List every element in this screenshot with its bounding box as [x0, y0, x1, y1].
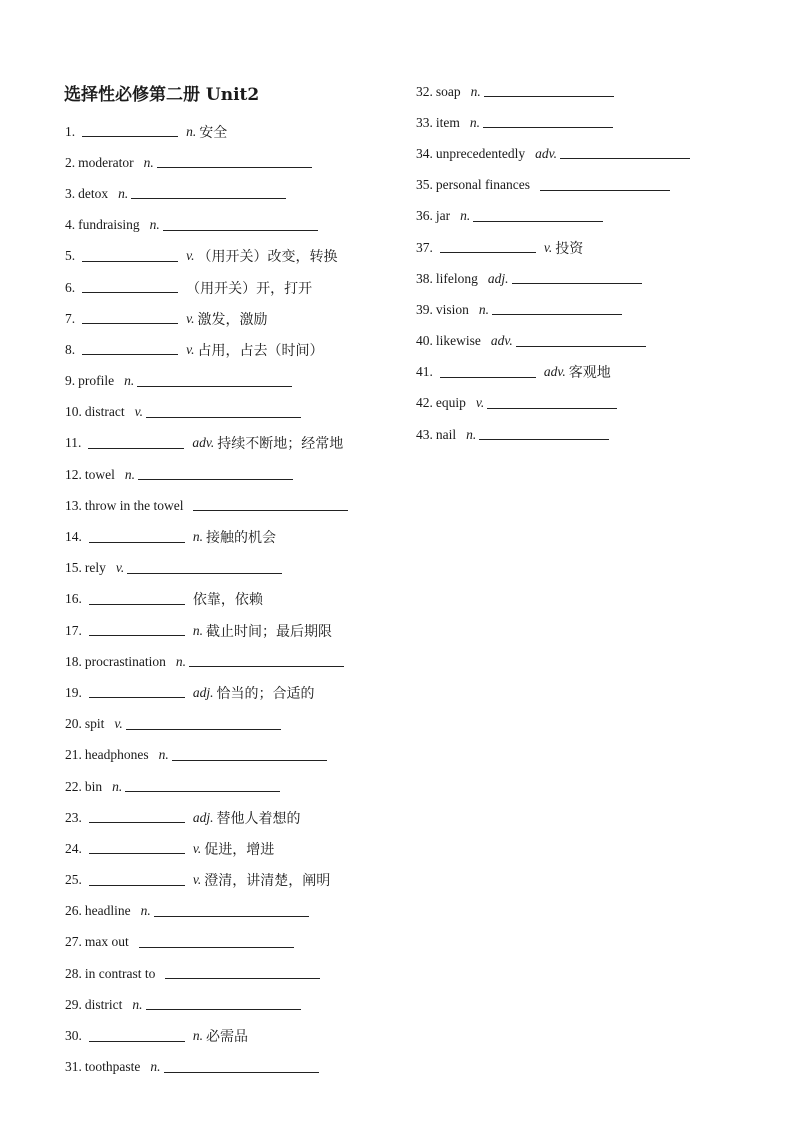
item-number: 3.	[65, 185, 76, 201]
item-number: 23.	[65, 809, 82, 825]
answer-blank[interactable]	[154, 906, 309, 917]
chinese-meaning: 必需品	[206, 1029, 248, 1046]
english-term: in contrast to	[84, 965, 156, 981]
part-of-speech: adj.	[192, 684, 214, 700]
vocab-item	[65, 584, 356, 615]
part-of-speech: v.	[192, 840, 202, 856]
part-of-speech: adj.	[487, 270, 509, 286]
english-term: spit	[84, 716, 105, 732]
vocab-item	[65, 521, 356, 552]
chinese-meaning: 替他人着想的	[216, 810, 301, 827]
english-term: nail	[435, 426, 457, 442]
answer-blank[interactable]	[127, 563, 282, 574]
answer-blank[interactable]	[89, 594, 185, 605]
vocab-item	[65, 865, 356, 896]
vocab-item	[416, 419, 698, 450]
answer-blank[interactable]	[138, 469, 293, 480]
answer-blank[interactable]	[139, 937, 294, 948]
vocab-item	[65, 147, 356, 178]
part-of-speech: v.	[186, 310, 195, 326]
item-number: 28.	[65, 965, 82, 981]
answer-blank[interactable]	[189, 656, 344, 667]
answer-blank[interactable]	[483, 117, 613, 128]
item-number: 27.	[65, 934, 82, 950]
part-of-speech: n.	[150, 1059, 161, 1075]
english-term: personal finances	[435, 177, 530, 193]
vocab-item	[65, 677, 356, 708]
item-number: 36.	[416, 208, 433, 224]
answer-blank[interactable]	[440, 367, 536, 378]
part-of-speech: v.	[543, 239, 553, 255]
vocab-item	[65, 334, 356, 365]
item-number: 16.	[65, 591, 82, 607]
answer-blank[interactable]	[82, 126, 178, 137]
vocab-item	[65, 896, 356, 927]
item-number: 25.	[65, 872, 82, 888]
item-number: 4.	[65, 217, 76, 233]
vocab-item	[65, 958, 356, 989]
part-of-speech: n.	[112, 778, 123, 794]
item-number: 18.	[65, 653, 82, 669]
answer-blank[interactable]	[484, 86, 614, 97]
item-number: 6.	[65, 279, 76, 295]
answer-blank[interactable]	[126, 719, 281, 730]
chinese-meaning: （用开关）开，打开	[186, 280, 313, 297]
item-number: 10.	[65, 404, 82, 420]
chinese-meaning: 截止时间；最后期限	[206, 623, 332, 640]
english-term: procrastination	[84, 653, 166, 669]
answer-blank[interactable]	[82, 282, 178, 293]
part-of-speech: n.	[124, 466, 135, 482]
english-term: lifelong	[435, 270, 478, 286]
item-number: 37.	[416, 239, 433, 255]
part-of-speech: n.	[466, 426, 477, 442]
part-of-speech: n.	[149, 217, 160, 233]
answer-blank[interactable]	[89, 843, 185, 854]
english-term: soap	[435, 83, 461, 99]
chinese-meaning: 激发，激励	[197, 311, 268, 328]
item-number: 31.	[65, 1059, 82, 1075]
chinese-meaning: 客观地	[568, 365, 611, 382]
vocab-column-right	[416, 76, 698, 450]
english-term: towel	[84, 466, 115, 482]
vocab-item	[416, 232, 698, 263]
answer-blank[interactable]	[89, 1031, 185, 1042]
chinese-meaning: 安全	[199, 124, 228, 141]
answer-blank[interactable]	[89, 532, 185, 543]
vocab-item	[65, 740, 356, 771]
answer-blank[interactable]	[89, 625, 185, 636]
english-term: toothpaste	[84, 1059, 141, 1075]
answer-blank[interactable]	[163, 220, 318, 231]
part-of-speech: adj.	[192, 809, 214, 825]
english-term: unprecedentedly	[435, 145, 526, 161]
chinese-meaning: （用开关）改变，转换	[197, 249, 338, 266]
part-of-speech: n.	[118, 185, 129, 201]
item-number: 21.	[65, 747, 82, 763]
part-of-speech: n.	[124, 373, 135, 389]
item-number: 35.	[416, 177, 433, 193]
part-of-speech: n.	[192, 529, 203, 545]
part-of-speech: n.	[469, 114, 480, 130]
item-number: 38.	[416, 270, 433, 286]
chinese-meaning: 依靠，依赖	[192, 592, 263, 609]
vocab-item	[416, 388, 698, 419]
answer-blank[interactable]	[146, 407, 301, 418]
english-term: throw in the towel	[84, 497, 184, 513]
item-number: 29.	[65, 996, 82, 1012]
vocab-item	[65, 178, 356, 209]
worksheet-title: 选择性必修第二册 Unit2	[64, 85, 260, 105]
english-term: headline	[84, 903, 131, 919]
vocab-item	[416, 357, 698, 388]
vocab-item	[65, 366, 356, 397]
part-of-speech: v.	[114, 716, 123, 732]
answer-blank[interactable]	[172, 750, 327, 761]
vocab-item	[65, 989, 356, 1020]
chinese-meaning: 投资	[555, 240, 584, 257]
item-number: 43.	[416, 426, 433, 442]
vocab-item	[65, 210, 356, 241]
vocab-item	[65, 303, 356, 334]
answer-blank[interactable]	[125, 781, 280, 792]
answer-blank[interactable]	[89, 812, 185, 823]
chinese-meaning: 恰当的；合适的	[216, 685, 315, 702]
item-number: 33.	[416, 114, 433, 130]
chinese-meaning: 促进，增进	[204, 841, 275, 858]
part-of-speech: v.	[186, 248, 195, 264]
part-of-speech: n.	[140, 903, 151, 919]
vocab-item	[416, 201, 698, 232]
item-number: 8.	[65, 341, 76, 357]
part-of-speech: n.	[158, 747, 169, 763]
part-of-speech: n.	[132, 996, 143, 1012]
part-of-speech: n.	[175, 653, 186, 669]
chinese-meaning: 占用，占去（时间）	[197, 342, 324, 359]
chinese-meaning: 持续不断地；经常地	[217, 436, 344, 453]
vocab-item	[65, 397, 356, 428]
vocab-column-left	[65, 116, 356, 1083]
item-number: 17.	[65, 622, 82, 638]
english-term: moderator	[78, 154, 134, 170]
vocab-item	[65, 646, 356, 677]
vocab-item	[65, 490, 356, 521]
vocab-item	[65, 833, 356, 864]
english-term: rely	[84, 560, 106, 576]
part-of-speech: n.	[478, 301, 490, 317]
vocab-item	[65, 428, 356, 459]
vocab-item	[65, 116, 356, 147]
part-of-speech: n.	[186, 123, 197, 139]
english-term: detox	[78, 185, 109, 201]
part-of-speech: v.	[115, 560, 125, 576]
item-number: 41.	[416, 364, 433, 380]
answer-blank[interactable]	[82, 313, 178, 324]
answer-blank[interactable]	[516, 336, 646, 347]
item-number: 9.	[65, 373, 76, 389]
item-number: 40.	[416, 333, 433, 349]
item-number: 34.	[416, 145, 433, 161]
part-of-speech: adv.	[192, 435, 215, 451]
answer-blank[interactable]	[131, 188, 286, 199]
vocab-item	[416, 294, 698, 325]
answer-blank[interactable]	[164, 1062, 319, 1073]
vocab-item	[65, 241, 356, 272]
vocab-item	[65, 553, 356, 584]
vocab-item	[65, 615, 356, 646]
answer-blank[interactable]	[540, 180, 670, 191]
english-term: equip	[435, 395, 466, 411]
part-of-speech: v.	[475, 395, 485, 411]
answer-blank[interactable]	[479, 429, 609, 440]
part-of-speech: n.	[460, 208, 471, 224]
answer-blank[interactable]	[193, 500, 348, 511]
part-of-speech: n.	[470, 83, 481, 99]
part-of-speech: n.	[192, 1028, 203, 1044]
answer-blank[interactable]	[492, 304, 622, 315]
item-number: 7.	[65, 310, 76, 326]
part-of-speech: adv.	[535, 145, 557, 161]
english-term: max out	[84, 934, 129, 950]
part-of-speech: adv.	[490, 333, 513, 349]
part-of-speech: n.	[192, 622, 203, 638]
item-number: 42.	[416, 395, 433, 411]
item-number: 20.	[65, 716, 82, 732]
item-number: 12.	[65, 466, 82, 482]
vocab-item	[65, 459, 356, 490]
answer-blank[interactable]	[165, 968, 320, 979]
vocab-item	[65, 927, 356, 958]
answer-blank[interactable]	[157, 157, 312, 168]
english-term: district	[84, 996, 123, 1012]
vocab-item	[65, 1052, 356, 1083]
answer-blank[interactable]	[89, 687, 185, 698]
vocab-item	[416, 107, 698, 138]
english-term: fundraising	[78, 217, 140, 233]
answer-blank[interactable]	[440, 242, 536, 253]
vocab-item	[65, 1020, 356, 1051]
vocab-item	[65, 771, 356, 802]
item-number: 22.	[65, 778, 82, 794]
item-number: 30.	[65, 1028, 82, 1044]
vocab-item	[416, 76, 698, 107]
chinese-meaning: 接触的机会	[206, 530, 276, 547]
answer-blank[interactable]	[82, 251, 178, 262]
answer-blank[interactable]	[473, 211, 603, 222]
item-number: 19.	[65, 684, 82, 700]
item-number: 32.	[416, 83, 433, 99]
english-term: likewise	[435, 333, 481, 349]
item-number: 24.	[65, 840, 82, 856]
item-number: 14.	[65, 529, 82, 545]
part-of-speech: v.	[192, 872, 202, 888]
vocab-item	[416, 138, 698, 169]
part-of-speech: v.	[186, 341, 195, 357]
item-number: 1.	[65, 123, 76, 139]
vocab-item	[65, 709, 356, 740]
item-number: 11.	[65, 435, 82, 451]
part-of-speech: v.	[134, 404, 143, 420]
english-term: jar	[435, 208, 451, 224]
vocab-item	[416, 170, 698, 201]
item-number: 26.	[65, 903, 82, 919]
english-term: vision	[435, 301, 469, 317]
answer-blank[interactable]	[560, 148, 690, 159]
answer-blank[interactable]	[88, 438, 184, 449]
answer-blank[interactable]	[82, 344, 178, 355]
english-term: profile	[78, 373, 115, 389]
answer-blank[interactable]	[487, 398, 617, 409]
item-number: 2.	[65, 154, 76, 170]
answer-blank[interactable]	[137, 376, 292, 387]
english-term: headphones	[84, 747, 149, 763]
vocab-item	[65, 272, 356, 303]
vocab-item	[65, 802, 356, 833]
item-number: 15.	[65, 560, 82, 576]
item-number: 13.	[65, 497, 82, 513]
item-number: 39.	[416, 301, 433, 317]
answer-blank[interactable]	[89, 875, 185, 886]
answer-blank[interactable]	[512, 273, 642, 284]
english-term: item	[435, 114, 460, 130]
answer-blank[interactable]	[146, 999, 301, 1010]
part-of-speech: adv.	[543, 364, 566, 380]
vocab-item	[416, 326, 698, 357]
part-of-speech: n.	[143, 154, 154, 170]
english-term: distract	[84, 404, 125, 420]
chinese-meaning: 澄清，讲清楚，阐明	[204, 873, 331, 890]
item-number: 5.	[65, 248, 76, 264]
english-term: bin	[84, 778, 103, 794]
vocab-item	[416, 263, 698, 294]
